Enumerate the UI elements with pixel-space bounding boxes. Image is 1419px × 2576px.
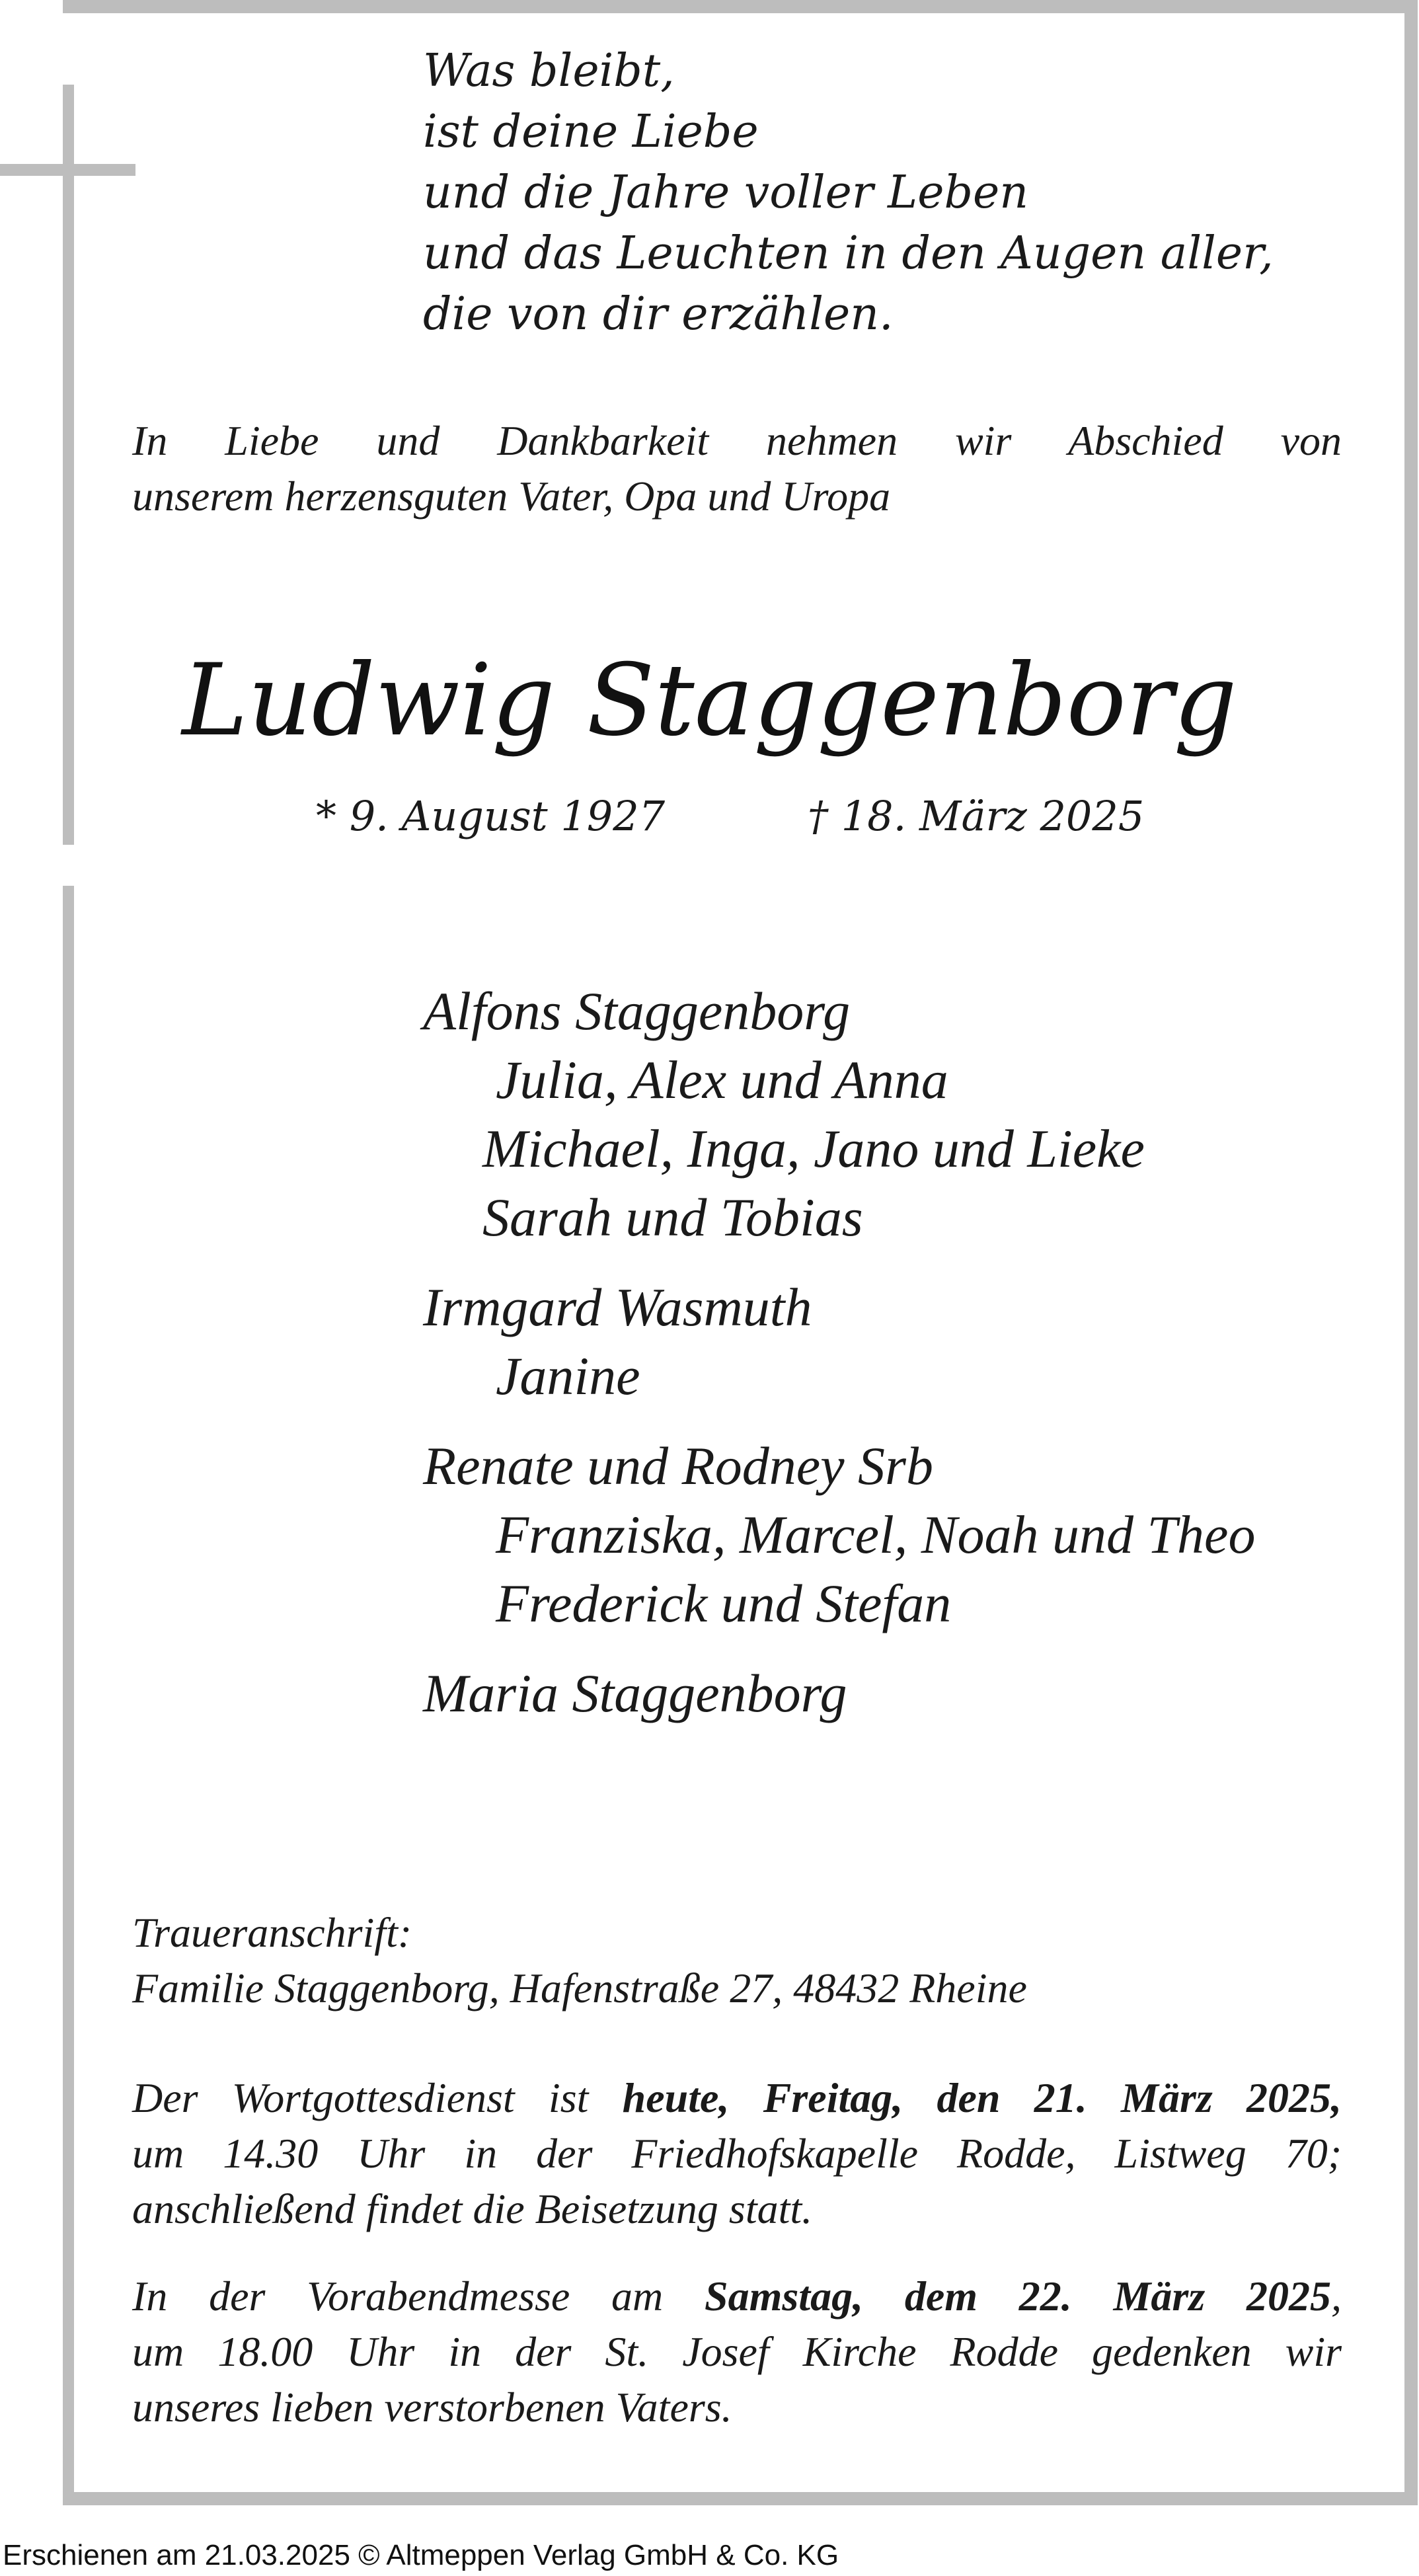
cross-horizontal-beam (0, 164, 135, 176)
family-group (423, 1273, 1255, 1411)
address-label: Traueranschrift: (132, 1909, 412, 1956)
family-members: Michael, Inga, Jano und Lieke (482, 1118, 1145, 1179)
frame-right-border (1404, 0, 1418, 2505)
mass-line: unseres lieben verstorbenen Vaters. (132, 2384, 732, 2431)
intro-line: unserem herzensguten Vater, Opa und Uropa (132, 473, 891, 520)
service-info (132, 2070, 1342, 2237)
mass-info (132, 2269, 1342, 2435)
death-date: † 18. März 2025 (808, 792, 1145, 840)
family-head: Irmgard Wasmuth (423, 1277, 812, 1337)
family-head: Maria Staggenborg (423, 1663, 847, 1723)
poem-line: und die Jahre voller Leben (423, 167, 1029, 219)
poem-line: Was bleibt, (423, 45, 675, 97)
family-group (423, 1659, 1255, 1728)
publication-footer: Erschienen am 21.03.2025 © Altmeppen Verlag GmbH & Co. KG (3, 2539, 839, 2571)
family-head: Renate und Rodney Srb (423, 1436, 933, 1496)
family-members: Julia, Alex und Anna (496, 1050, 948, 1110)
poem-line: die von dir erzählen. (423, 288, 894, 340)
family-members: Franziska, Marcel, Noah und Theo (496, 1504, 1256, 1565)
mass-date: Samstag, dem 22. März 2025 (705, 2273, 1331, 2320)
intro-text (132, 413, 1342, 524)
mass-comma: , (1331, 2273, 1342, 2320)
service-line: um 14.30 Uhr in der Friedhofskapelle Rodde, Listweg 70; (132, 2130, 1342, 2177)
service-date: heute, Freitag, den 21. März 2025, (622, 2074, 1342, 2121)
intro-line: In Liebe und Dankbarkeit nehmen wir Abschied von (132, 417, 1342, 464)
family-members: Sarah und Tobias (482, 1187, 863, 1247)
mass-line (132, 2269, 1342, 2324)
mourning-address (132, 1905, 1342, 2016)
family-group (423, 1432, 1255, 1638)
service-text: Der Wortgottesdienst ist (132, 2074, 623, 2121)
mass-text: In der Vorabendmesse am (132, 2273, 705, 2320)
poem-line: ist deine Liebe (423, 106, 759, 158)
frame-bottom-border (63, 2492, 1418, 2505)
mourners-list (423, 977, 1255, 1749)
service-line: anschließend findet die Beisetzung statt. (132, 2185, 813, 2232)
mass-line: um 18.00 Uhr in der St. Josef Kirche Rodde gedenken wir (132, 2328, 1342, 2375)
family-members: Frederick und Stefan (496, 1573, 952, 1633)
family-members: Janine (496, 1346, 640, 1406)
frame-left-lower-border (63, 886, 74, 2505)
service-line (132, 2070, 1342, 2126)
frame-top-border (63, 0, 1418, 13)
family-group (423, 977, 1255, 1252)
birth-date: * 9. August 1927 (316, 792, 666, 840)
deceased-name: Ludwig Staggenborg (182, 643, 1237, 758)
family-head: Alfons Staggenborg (423, 981, 851, 1041)
poem (423, 41, 1274, 345)
poem-line: und das Leuchten in den Augen aller, (423, 227, 1274, 280)
address-text: Familie Staggenborg, Hafenstraße 27, 48432 Rheine (132, 1965, 1027, 2011)
